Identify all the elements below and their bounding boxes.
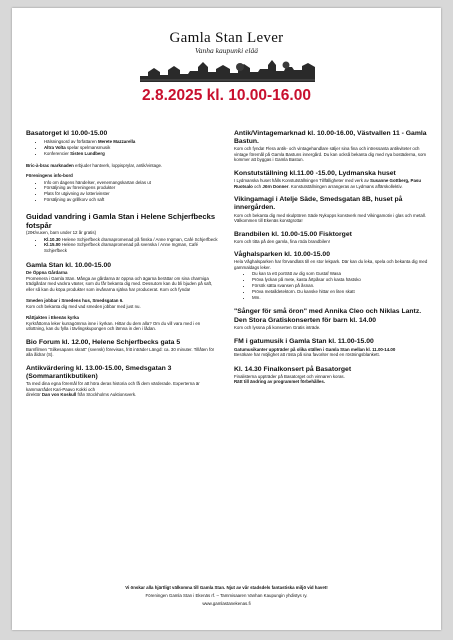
list-item: • Försäljning av föreningens produkter [44,185,220,191]
section-heading: Antik/Vintagemarknad kl. 10.00-16.00, Västvallen 11 - Gamla Bastun. [234,130,427,146]
section-text: Kom och bekanta dig med skulptören Säde Nykopps konstverk med Vikingamotiv i glas och metall. Välkommen till Ekenäs konstgrotta! [234,212,426,224]
section-text: Hela Våghalsparken har förvandlats till en stor lekpark. Där kan du leka, spela och bekanta dig med gammaldags leker. [234,259,428,270]
section-vaghalsparken [234,251,428,300]
section-heading: Gamla Stan kl. 10.00-15.00 [26,262,112,270]
list-item: • Hälsningsord av författaren Merete Mazzarella [44,139,220,145]
right-column [234,130,428,385]
section-text: I Lydmanska huset hålls Konstutställningen Tillfälligheter med verk av Susanne Gottberg, Pasu Ruotsalo och Jörn Donner. Konstutställningen arrangeras av Lydmans affärskollektiv. [234,178,422,189]
brand-title: Gamla Stan Lever [169,30,284,46]
section-brandbilen [234,231,428,245]
section-heading: Bio Forum kl. 12.00, Helene Schjerfbecks gata 5 [26,338,181,346]
list-item: • Altra Volta spelar spelmansmusik [44,145,220,151]
bullet-list [26,139,220,156]
brand-subtitle: Vanha kaupunki elää [195,46,258,55]
section-fm-gatumusik [234,338,428,357]
section-text: Ta med dina egna föremål för att höra deras historia och få dem värderade. Experterna är kammarrådet Kari-Paavo Kokki och [26,381,200,392]
section-subheading: De Öppna Gårdarna [26,270,68,276]
header [12,8,441,108]
section-text: direktör Dan von Koskull från Stockholms Auktionsverk. [26,392,137,398]
section-subheading: Gatumusikanter uppträder på olika ställen i Gamla Stan mellan kl. 11.00-14.00 [234,346,396,352]
list-item: • Plats för utgivning av lotterivinster [44,191,220,197]
section-text: Kom och bekanta dig med vad smeden jobbar med just nu. [26,303,141,309]
list-item: • Du kan ta ett porträtt av dig som Gustaf Wasa [252,271,428,277]
section-guidad-vandring [26,212,220,254]
bullet-list [26,237,220,254]
section-heading: "Sånger för små öron" med Annika Cleo och Niklas Lantz. Den Stora Gratiskonserten för barn kl. 14.00 [234,308,422,324]
section-vikingamagi [234,196,428,223]
footer [12,584,441,607]
list-item: • Info om dagens händelser, evenemangskartan delas ut [44,180,220,186]
list-item: • Konferencier Sisten Lundberg [44,151,220,157]
section-heading: Basatorget kl 10.00-15.00 [26,130,108,137]
list-item: • Försök sätta svansen på åsnan. [252,283,428,289]
list-item: • Mm. [252,295,428,301]
footer-website: www.gamlastanekenas.fi [202,600,251,606]
section-basatorget [26,130,220,157]
section-heading: Våghalsparken kl. 10.00-15.00 [234,251,330,259]
section-gamla-stan [26,262,220,292]
section-text: Kom och fynda! Flera antik- och vintagehandlare säljer sina fina och intressanta antikviteter och vintage föremål på Gamla Bastuns innergård. Du kan också bekanta dig med nya bostäderna, som kommer att byggas i Gamla Bastun. [234,146,427,163]
section-rattjakten [26,315,220,332]
section-konstutstallning [234,170,428,189]
list-item: • Försäljning av grillkorv och saft [44,197,220,203]
bullet-list [26,180,220,203]
bullet-list [234,271,428,300]
section-sanger [234,308,428,330]
section-forening [26,173,220,203]
list-item: • Kl.15.00 Helene Schjerfbeck dramapromenad på svenska / Anne Ingman, Café Schjerfbeck [44,242,220,254]
section-text: Promenera i Gamla Stan. Många av gårdarna är öppna och ägarna berättar om sina charmiga trädgårdar med vackra växter, som du får bekanta dig med. Dessutom kan du bli bjuden på saft, eller så kan du köpa produkter som invånarna själva har producerat. Kom och fynda! [26,275,213,292]
section-antikmarknad [234,130,428,163]
section-heading: Antikvärdering kl. 13.00-15.00, Smedsgatan 3 (Sommarantikbutiken) [26,364,172,381]
list-item: • Pröva metalldetektorn. Du kanske hittar en liten skatt [252,289,428,295]
price-note: (20€/vuxen, barn under 12 år gratis) [26,230,97,236]
section-heading: Brandbilen kl. 10.00-15.00 Fisktorget [234,230,352,238]
section-smeden [26,298,220,309]
section-heading: Föreningens info-bord [26,173,73,179]
section-heading: Kl. 14.30 Finalkonsert på Basatorget [234,365,352,373]
footer-association: Föreningen Gamla Stan i Ekenäs rf. – Tammisaaren Vanhan Kaupungin yhdistys ry. [145,592,308,598]
section-text: Barnfilmen "Silkesapans skratt" (svensk) förevisas, fritt inträde! Längd: ca. 30 minuter. Tillåten för alla åldrar (S). [26,346,215,358]
footer-welcome: Vi önskar alla hjärtligt välkomna till Gamla Stan. Njut av vår stadsdels fantastiska miljö vid havet! [125,585,328,590]
section-text: Besökare har möjlighet att rösta på sina favoriter med en röstningsblankett. [234,352,380,358]
section-heading: Guidad vandring i Gamla Stan i Helene Schjerfbecks fotspår [26,211,216,230]
left-column [26,130,220,398]
section-text: Kyrkråttorna leker kurragömma inne i kyrkan. Hittar du dem alla? Om du vill vara med i en utlottning, kan du fylla i tävlingskupongen och lämna in den i lådan. [26,320,201,332]
event-date: 2.8.2025 kl. 10.00-16.00 [142,87,311,104]
old-town-skyline-illustration [140,56,315,82]
section-finalkonsert [234,366,428,385]
section-text: Kom och titta på den gamla, fina röda brandbilen! [234,238,330,244]
section-text: Finalisterna uppträder på Basatorget och vinnaren koras. [234,373,345,379]
section-heading: Konstutställning kl.11.00 -15.00, Lydmanska huset [234,169,396,177]
list-item: • Pröva lyckan på mete, kasta årtpåsar och kasta hästsko [252,277,428,283]
section-antikvardering [26,365,220,398]
section-heading: Smeden jobbar i Smedens hus, Smedsgatan 6. [26,298,124,304]
section-heading: FM i gatumusik i Gamla Stan kl. 11.00-15.00 [234,338,374,346]
list-item: • Kl.10.30 Helene Schjerfbeck dramapromenad på finska / Anne Ingman, Café Schjerfbeck [44,237,220,243]
bricabrac-text: Bric-à-brac marknaden erbjuder hantverk, loppisprylar, antik/vintage. [26,162,163,168]
disclaimer: Rätt till ändring av programmet förbehålles. [234,379,326,385]
section-heading: Vikingamagi i Atelje Säde, Smedsgatan 8B, huset på innergården. [234,196,403,212]
section-text: Kom och lyssna på konserten Gratis inträde. [234,324,321,330]
section-heading: Råttjakten i Ekenäs kyrka [26,315,79,321]
section-bio-forum [26,339,220,358]
program-page [12,8,441,630]
